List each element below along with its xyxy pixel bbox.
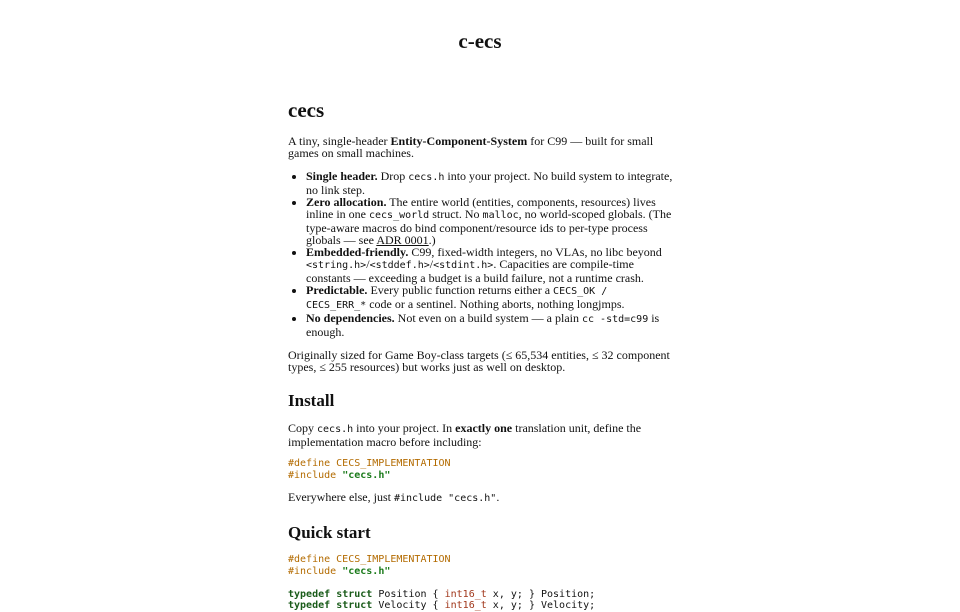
install-heading: Install	[288, 391, 335, 410]
intro-text-2: for C99 — built for small games on small machines.	[288, 134, 654, 160]
feature-title: Single header.	[306, 169, 378, 183]
adr-link[interactable]: ADR 0001	[376, 233, 429, 247]
feature-title: Embedded-friendly.	[306, 245, 409, 259]
install-paragraph	[288, 422, 673, 448]
code-brace: }	[528, 588, 535, 600]
feature-list	[288, 170, 673, 338]
separator: /	[429, 257, 434, 271]
code-fields: x, y;	[492, 600, 523, 611]
feature-text: , no world-scoped globals. (The type-aware macros do bind component/resource ids to per-type process globals — see	[306, 207, 672, 247]
inline-code: cecs_world	[369, 210, 430, 221]
code-type: int16_t	[444, 588, 487, 600]
feature-text: Every public function returns either a	[367, 283, 554, 297]
code-identifier: Position	[378, 588, 427, 600]
feature-text: Drop	[377, 169, 409, 183]
code-brace: {	[432, 600, 439, 611]
code-string: "cecs.h"	[342, 469, 391, 481]
inline-code: <stdint.h>	[433, 260, 494, 271]
intro-paragraph	[288, 135, 673, 159]
install-bold: exactly one	[455, 421, 513, 435]
code-identifier: Position;	[541, 588, 596, 600]
install-note	[288, 491, 673, 505]
install-text: Everywhere else, just	[288, 490, 394, 504]
inline-code: <string.h>	[306, 260, 367, 271]
code-keyword: struct	[336, 588, 373, 600]
inline-code: cecs.h	[408, 172, 445, 183]
sizing-note: Originally sized for Game Boy-class targets (≤ 65,534 entities, ≤ 32 component types, ≤ 255 resources) but works just as well on desktop.	[288, 348, 670, 374]
site-title: c-ecs	[458, 29, 502, 53]
feature-text: . Capacities are compile-time constants — exceeding a budget is a build failure, not a runtime crash.	[306, 257, 644, 285]
code-keyword: struct	[336, 600, 373, 611]
code-identifier: Velocity;	[541, 600, 596, 611]
install-text: into your project. In	[353, 421, 456, 435]
quickstart-code-block	[288, 554, 673, 612]
feature-item	[306, 284, 673, 312]
inline-code: CECS_OK / CECS_ERR_*	[306, 286, 608, 311]
feature-title: Predictable.	[306, 283, 368, 297]
feature-text: C99, fixed-width integers, no VLAs, no libc beyond	[408, 245, 662, 259]
readme-content	[288, 94, 673, 612]
inline-code: #include "cecs.h"	[393, 493, 497, 504]
inline-code: cc -std=c99	[581, 314, 649, 325]
feature-text: Not even on a build system — a plain	[394, 311, 582, 325]
code-keyword: typedef	[288, 600, 331, 611]
feature-item	[306, 246, 673, 284]
code-identifier: Velocity	[378, 600, 427, 611]
feature-text: into your project. No build system to integrate, no link step.	[306, 169, 673, 197]
code-string: "cecs.h"	[342, 565, 391, 577]
code-define: #define CECS_IMPLEMENTATION	[288, 554, 451, 565]
code-type: int16_t	[444, 600, 487, 611]
code-include: #include	[288, 565, 337, 577]
code-brace: }	[528, 600, 535, 611]
intro-bold: Entity-Component-System	[390, 134, 528, 148]
code-define: #define CECS_IMPLEMENTATION	[288, 458, 451, 469]
inline-code: malloc	[482, 210, 519, 221]
inline-code: cecs.h	[317, 424, 354, 435]
feature-title: No dependencies.	[306, 311, 395, 325]
feature-item	[306, 170, 673, 196]
separator: /	[366, 257, 370, 271]
feature-text: .)	[428, 233, 436, 247]
install-text: Copy	[288, 421, 318, 435]
project-heading: cecs	[288, 98, 325, 122]
install-text: translation unit, define the implementation macro before including:	[288, 421, 642, 449]
feature-text: code or a sentinel. Nothing aborts, nothing longjmps.	[366, 297, 625, 311]
feature-item	[306, 312, 673, 338]
feature-text: The entire world (entities, components, resources) lives inline in one	[306, 195, 656, 221]
install-code-block	[288, 458, 673, 481]
intro-text: A tiny, single-header	[288, 134, 391, 148]
install-text: .	[496, 490, 500, 504]
code-keyword: typedef	[288, 588, 331, 600]
feature-text: struct. No	[429, 207, 483, 221]
code-include: #include	[288, 469, 337, 481]
feature-title: Zero allocation.	[306, 195, 387, 209]
quickstart-heading: Quick start	[288, 523, 371, 542]
code-fields: x, y;	[492, 588, 523, 600]
inline-code: <stddef.h>	[369, 260, 430, 271]
feature-text: is enough.	[306, 311, 660, 339]
code-brace: {	[432, 588, 439, 600]
feature-item	[306, 196, 673, 246]
